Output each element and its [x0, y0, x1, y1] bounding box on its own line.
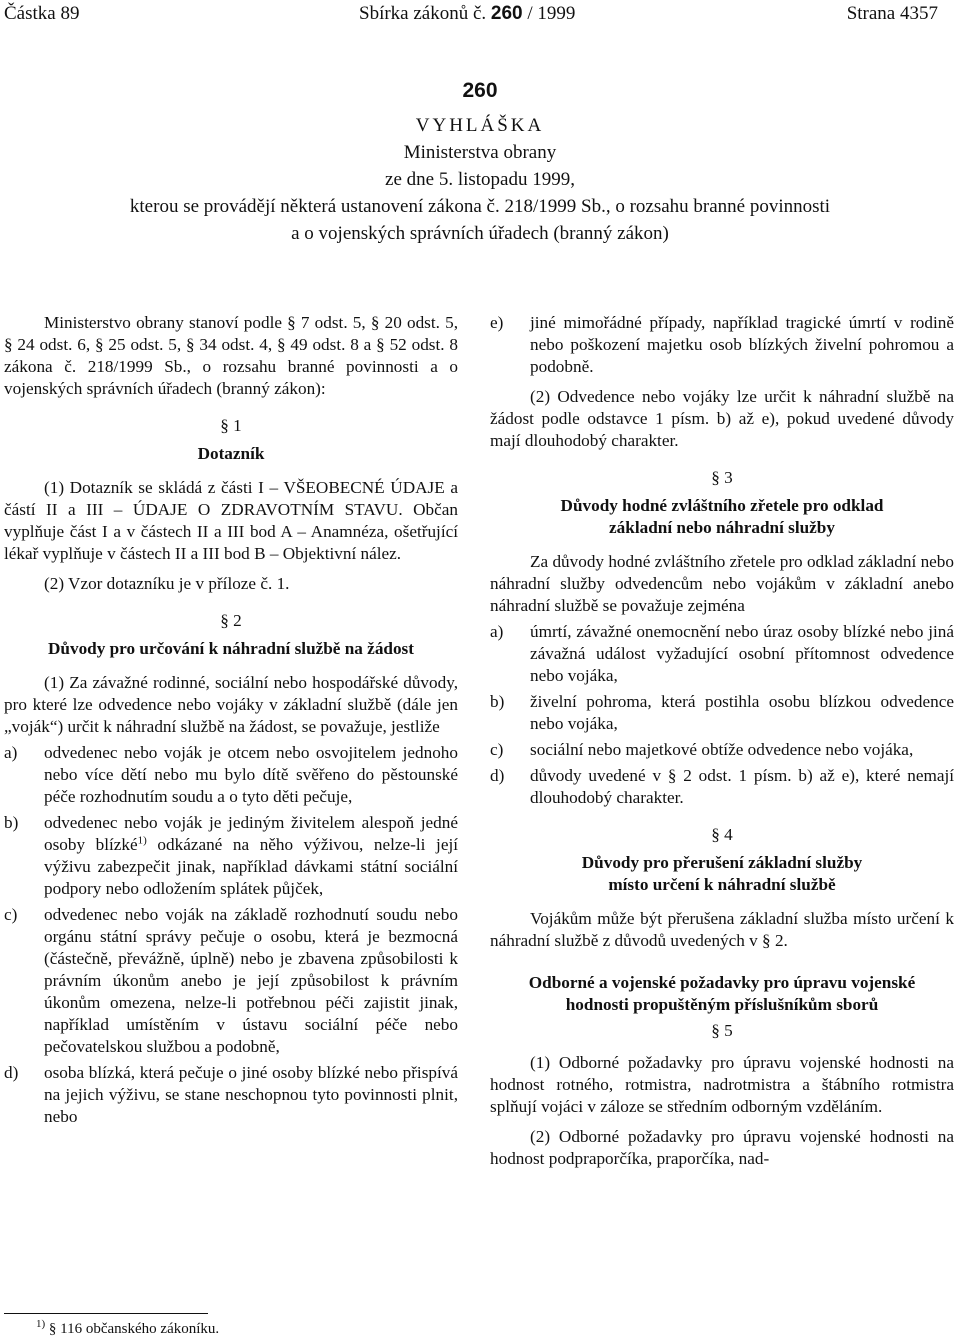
footnote-separator — [4, 1313, 208, 1314]
list-item-label: d) — [490, 766, 505, 785]
list-item-text: jiné mimořádné případy, například tragické úmrtí v rodině nebo poškození majetku osob blízkých živelní pohromou a podobně. — [530, 313, 954, 376]
part-heading-line-1: Odborné a vojenské požadavky pro úpravu vojenské — [528, 973, 916, 992]
header-collection-year: / 1999 — [527, 3, 576, 24]
section-1-paragraph-2: (2) Vzor dotazníku je v příloze č. 1. — [44, 574, 290, 593]
list-item-text: odvedenec nebo voják na základě rozhodnutí soudu nebo orgánu státní správy pečuje o osobu, která je bezmocná (částečně, převážně, úplně) nebo je zbavena způsobilosti k právním úkonům anebo je její způsobilost k právním úkonům omezena, nelze-li potřebnou péči zajistit jinak, například umístěním v ústavu sociální péče nebo pečovatelskou službou a podobně, — [44, 905, 458, 1056]
page-header — [4, 3, 938, 29]
list-item — [4, 742, 458, 808]
list-item-label: b) — [4, 813, 19, 832]
section-3-heading-line-2: základní nebo náhradní služby — [609, 518, 835, 537]
document-issuer: Ministerstva obrany — [403, 142, 557, 163]
list-item-text-part: odkázané na něho výživou, nelze-li její výživu zabezpečit jinak, například dávkami státní sociální podpory nebo odložením splátek půjček, — [44, 835, 458, 898]
list-item-text: úmrtí, závažné onemocnění nebo úraz osoby blízké nebo jiná závažná událost vyžadující osobní přítomnost odvedence nebo vojáka, — [530, 622, 954, 685]
list-item-text — [44, 812, 458, 900]
section-3-number: § 3 — [711, 468, 733, 487]
section-5-number: § 5 — [711, 1021, 733, 1040]
part-heading-line-2: hodnosti propuštěným příslušníkům sborů — [565, 995, 879, 1014]
list-item — [490, 621, 954, 687]
list-item — [4, 812, 458, 900]
document-number: 260 — [462, 79, 498, 102]
list-item-label: a) — [490, 622, 504, 641]
section-4-heading-line-1: Důvody pro přerušení základní služby — [581, 853, 863, 872]
section-5-paragraph-1: (1) Odborné požadavky pro úpravu vojenské hodnosti na hodnost rotného, rotmistra, nadrotmistra a štábního rotmistra splňují vojáci v záloze se středním odborným vzděláním. — [490, 1053, 954, 1116]
header-page-number: Strana 4357 — [846, 3, 938, 24]
list-item — [490, 691, 954, 735]
list-item-label: c) — [4, 905, 18, 924]
header-collection — [359, 3, 575, 25]
list-item-text: odvedenec nebo voják je otcem nebo osvojitelem jednoho nebo více dětí nebo mu bylo dítě svěřeno do pěstounské péče rozhodnutím soudu a o tyto děti pečuje, — [44, 743, 458, 806]
header-part: Částka 89 — [4, 3, 80, 24]
list-item-text-part: odvedenec nebo voják je jediným živitelem alespoň jedné osoby blízké — [44, 813, 458, 854]
list-item-label: e) — [490, 313, 504, 332]
section-1-paragraph-1: (1) Dotazník se skládá z části I – VŠEOBECNÉ ÚDAJE a částí II a III – ÚDAJE O ZDRAVOTNÍM STAVU. Občan vyplňuje část I a v částech II a III bod A – Anamnéza, ošetřující lékař vyplňuje v částech II a III bod B – Objektivní nález. — [4, 478, 458, 563]
section-4-number: § 4 — [711, 825, 733, 844]
section-3-heading-line-1: Důvody hodné zvláštního zřetele pro odklad — [560, 496, 884, 515]
footnote — [36, 1320, 219, 1338]
footnote-text: § 116 občanského zákoníku. — [45, 1321, 220, 1337]
document-kind: VYHLÁŠKA — [415, 115, 545, 136]
section-5-paragraph-2: (2) Odborné požadavky pro úpravu vojenské hodnosti na hodnost podpraporčíka, praporčíka, nad- — [490, 1127, 954, 1168]
section-2-list — [4, 742, 458, 1128]
list-item-label: a) — [4, 743, 18, 762]
section-1-number: § 1 — [220, 416, 242, 435]
list-item — [490, 739, 954, 761]
section-2-number: § 2 — [220, 611, 242, 630]
section-2-heading: Důvody pro určování k náhradní službě na žádost — [48, 639, 414, 658]
preamble: Ministerstvo obrany stanoví podle § 7 odst. 5, § 20 odst. 5, § 24 odst. 6, § 25 odst. 5, § 34 odst. 4, § 49 odst. 8 a § 52 odst. 8 zákona č. 218/1999 Sb., o rozsahu branné povinnosti a o vojenských správních úřadech (branný zákon): — [4, 313, 458, 398]
section-4-paragraph: Vojákům může být přerušena základní služba místo určení k náhradní službě z důvodů uvedených v § 2. — [490, 909, 954, 950]
left-column — [4, 312, 458, 1128]
part-heading — [490, 972, 954, 1016]
document-subject-line-1: kterou se provádějí některá ustanovení zákona č. 218/1999 Sb., o rozsahu branné povinnosti — [129, 196, 831, 217]
list-item — [490, 765, 954, 809]
document-subject-line-2: a o vojenských správních úřadech (branný zákon) — [291, 223, 669, 244]
list-item-text: sociální nebo majetkové obtíže odvedence nebo vojáka, — [530, 740, 914, 759]
document-date: ze dne 5. listopadu 1999, — [385, 169, 575, 190]
header-collection-number: 260 — [490, 3, 523, 24]
section-4-heading — [490, 852, 954, 896]
list-item-text: živelní pohroma, která postihla osobu blízkou odvedence nebo vojáka, — [530, 692, 954, 733]
section-3-list — [490, 621, 954, 809]
section-2-paragraph-1: (1) Za závažné rodinné, sociální nebo hospodářské důvody, pro které lze odvedence nebo vojáky v základní službě (dále jen „voják“) určit k náhradní službě na žádost, se považuje, jestliže — [4, 673, 458, 736]
section-3-heading — [490, 495, 954, 539]
section-1-heading: Dotazník — [197, 444, 265, 463]
section-3-paragraph: Za důvody hodné zvláštního zřetele pro odklad základní nebo náhradní služby odvedencům nebo vojákům v základní anebo náhradní službě se považuje zejména — [490, 552, 954, 615]
section-2-paragraph-2: (2) Odvedence nebo vojáky lze určit k náhradní službě na žádost podle odstavce 1 písm. b) až e), pokud uvedené důvody mají dlouhodobý charakter. — [490, 387, 954, 450]
footnote-reference[interactable]: 1) — [137, 834, 147, 847]
list-item — [490, 312, 954, 378]
list-item-label: d) — [4, 1063, 19, 1082]
header-collection-label: Sbírka zákonů č. — [359, 3, 487, 24]
document-title-block — [0, 76, 960, 247]
section-4-heading-line-2: místo určení k náhradní službě — [608, 875, 836, 894]
list-item — [4, 904, 458, 1058]
footnote-marker: 1) — [36, 1318, 46, 1330]
list-item — [4, 1062, 458, 1128]
list-item-text: osoba blízká, která pečuje o jiné osoby blízké nebo přispívá na jejich výživu, se stane neschopnou tyto povinnosti plnit, nebo — [44, 1063, 458, 1126]
list-item-label: c) — [490, 740, 504, 759]
list-item-text: důvody uvedené v § 2 odst. 1 písm. b) až e), které nemají dlouhodobý charakter. — [530, 766, 954, 807]
list-item-label: b) — [490, 692, 505, 711]
right-column — [490, 312, 954, 1170]
